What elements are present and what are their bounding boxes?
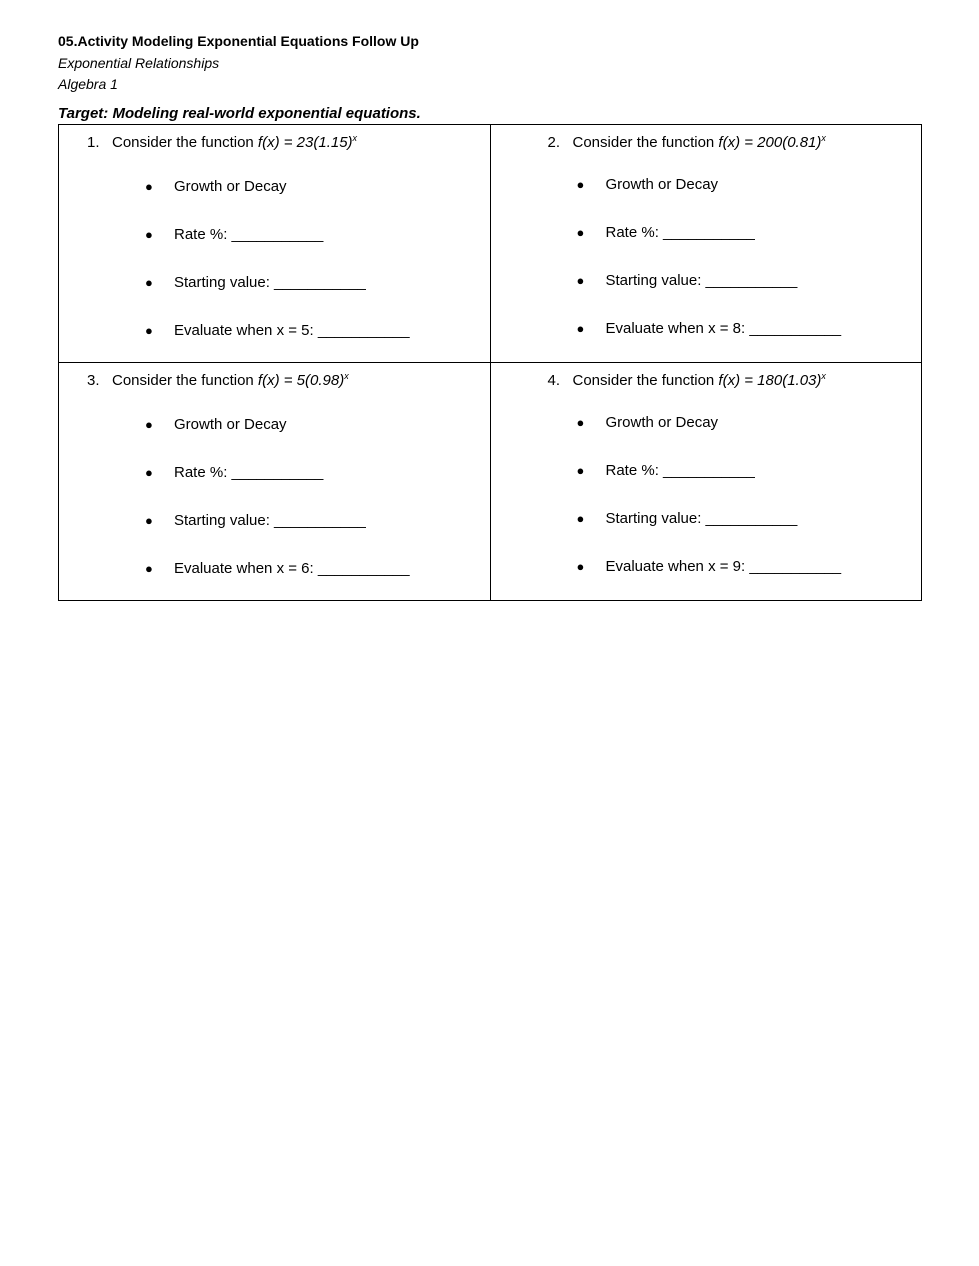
bullet-text: Growth or Decay bbox=[174, 178, 287, 195]
bullet-item bbox=[577, 557, 842, 605]
bullet-text: Rate %: ___________ bbox=[605, 224, 755, 241]
bullet-icon: ● bbox=[145, 179, 153, 194]
bullet-icon: ● bbox=[145, 465, 153, 480]
bullet-icon: ● bbox=[145, 561, 153, 576]
grid-row bbox=[59, 125, 922, 363]
bullet-text: Evaluate when x = 5: ___________ bbox=[174, 322, 410, 339]
question-text: Consider the function bbox=[112, 372, 258, 389]
question-prompt bbox=[548, 366, 826, 391]
document-course: Algebra 1 bbox=[58, 76, 118, 92]
question-number: 3. bbox=[87, 372, 100, 389]
bullet-icon: ● bbox=[145, 275, 153, 290]
document-subtitle: Exponential Relationships bbox=[58, 54, 220, 71]
bullet-icon: ● bbox=[576, 415, 585, 430]
bullet-item bbox=[145, 177, 410, 225]
function-expression: f(x) = 180(1.03) bbox=[718, 372, 822, 389]
bullet-item bbox=[145, 559, 410, 607]
bullet-icon: ● bbox=[145, 513, 153, 528]
question-text: Consider the function bbox=[572, 372, 719, 389]
bullet-text: Growth or Decay bbox=[605, 176, 719, 193]
bullet-text: Starting value: ___________ bbox=[605, 272, 798, 289]
bullet-icon: ● bbox=[145, 227, 153, 242]
bullet-item bbox=[577, 509, 842, 557]
bullet-text: Rate %: ___________ bbox=[174, 226, 324, 243]
bullet-icon: ● bbox=[576, 559, 585, 574]
bullet-text: Starting value: ___________ bbox=[174, 512, 366, 529]
question-cell-3 bbox=[59, 363, 491, 601]
bullet-text: Evaluate when x = 9: ___________ bbox=[605, 558, 842, 575]
bullet-icon: ● bbox=[576, 273, 585, 288]
question-cell-1 bbox=[59, 125, 491, 363]
bullet-item bbox=[145, 415, 410, 463]
bullet-item bbox=[577, 319, 842, 367]
function-exponent: x bbox=[821, 371, 826, 381]
bullet-icon: ● bbox=[576, 225, 585, 240]
question-cell-2 bbox=[490, 125, 922, 363]
question-prompt bbox=[87, 366, 349, 391]
function-exponent: x bbox=[821, 133, 826, 143]
bullet-icon: ● bbox=[145, 323, 153, 338]
bullet-list bbox=[145, 177, 410, 369]
bullet-item bbox=[577, 413, 842, 461]
bullet-item bbox=[577, 175, 842, 223]
function-expression: f(x) = 200(0.81) bbox=[718, 134, 822, 151]
question-cell-4 bbox=[490, 363, 922, 601]
bullet-icon: ● bbox=[145, 417, 153, 432]
bullet-text: Rate %: ___________ bbox=[174, 464, 324, 481]
bullet-text: Growth or Decay bbox=[174, 416, 287, 433]
learning-target: Target: Modeling real-world exponential equations. bbox=[58, 105, 421, 122]
bullet-item bbox=[145, 273, 410, 321]
bullet-icon: ● bbox=[576, 463, 585, 478]
bullet-text: Rate %: ___________ bbox=[605, 462, 755, 479]
question-number: 1. bbox=[87, 134, 100, 151]
bullet-icon: ● bbox=[576, 177, 585, 192]
function-expression: f(x) = 5(0.98) bbox=[257, 372, 345, 389]
bullet-list bbox=[577, 413, 842, 605]
question-grid bbox=[58, 124, 922, 601]
question-number: 4. bbox=[547, 372, 561, 389]
bullet-item bbox=[577, 223, 842, 271]
question-prompt bbox=[548, 128, 826, 153]
bullet-text: Starting value: ___________ bbox=[605, 510, 798, 527]
question-text: Consider the function bbox=[112, 134, 258, 151]
question-prompt bbox=[87, 128, 357, 153]
bullet-icon: ● bbox=[576, 321, 585, 336]
bullet-list bbox=[577, 175, 842, 367]
bullet-item bbox=[577, 271, 842, 319]
bullet-item bbox=[145, 463, 410, 511]
bullet-text: Growth or Decay bbox=[605, 414, 719, 431]
bullet-icon: ● bbox=[576, 511, 585, 526]
bullet-item bbox=[145, 225, 410, 273]
function-expression: f(x) = 23(1.15) bbox=[257, 134, 353, 151]
grid-row bbox=[59, 363, 922, 601]
bullet-text: Evaluate when x = 8: ___________ bbox=[605, 320, 842, 337]
function-exponent: x bbox=[344, 371, 349, 381]
bullet-item bbox=[145, 511, 410, 559]
document-title: 05.Activity Modeling Exponential Equations Follow Up bbox=[58, 33, 419, 49]
bullet-item bbox=[577, 461, 842, 509]
document-header bbox=[58, 31, 419, 96]
bullet-text: Evaluate when x = 6: ___________ bbox=[174, 560, 410, 577]
bullet-text: Starting value: ___________ bbox=[174, 274, 366, 291]
bullet-list bbox=[145, 415, 410, 607]
function-exponent: x bbox=[352, 133, 358, 143]
question-number: 2. bbox=[547, 134, 561, 151]
question-text: Consider the function bbox=[572, 134, 719, 151]
